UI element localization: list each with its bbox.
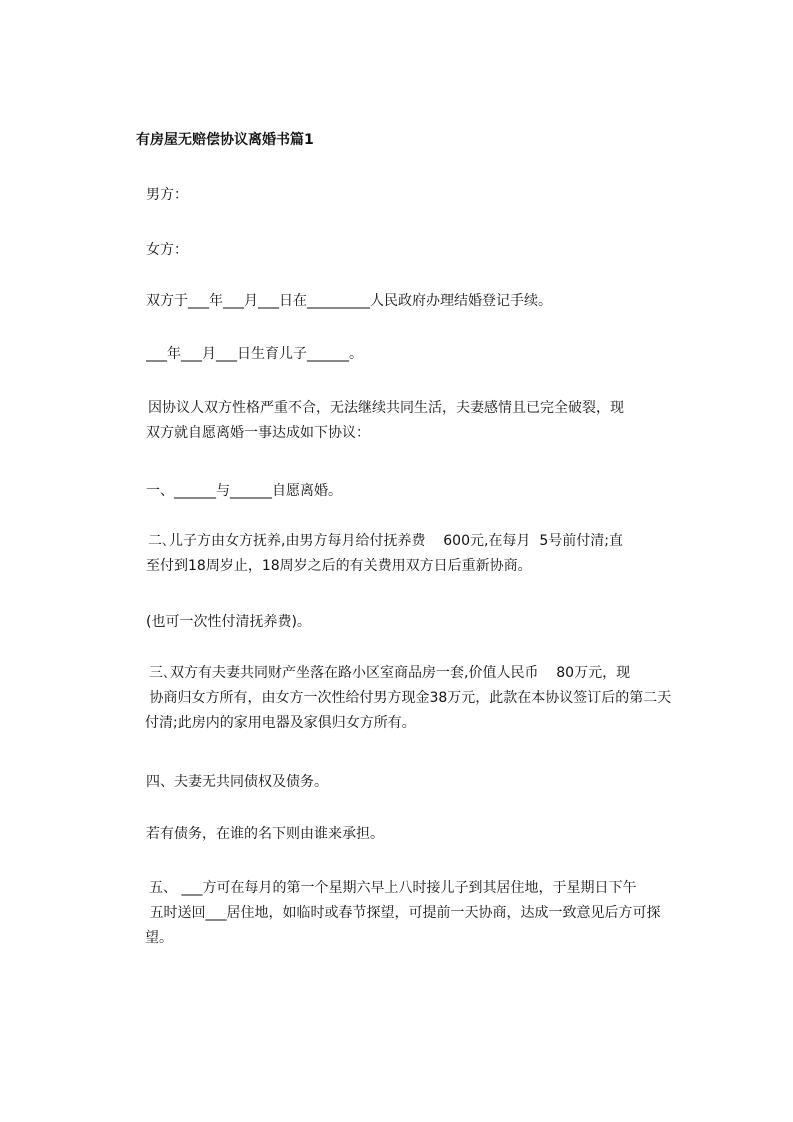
paragraph-child-birth — [146, 342, 700, 367]
paragraph-line: 双方就自愿离婚一事达成如下协议： — [146, 425, 370, 441]
paragraph-female-party — [146, 238, 700, 263]
paragraph-line: 二､儿子方由女方抚养,由男方每月给付抚养费 600元,在每月 5号前付清;直 — [148, 533, 623, 549]
paragraph-marriage-registration — [146, 289, 700, 314]
paragraph-debt-responsibility — [146, 822, 700, 847]
paragraph-one-time-support-note — [146, 610, 700, 635]
paragraph-line: 双方于___年___月___日在_________人民政府办理结婚登记手续。 — [146, 293, 552, 309]
clause-2 — [146, 529, 700, 579]
paragraph-line: 五时送回___居住地，如临时或春节探望，可提前一天协商，达成一致意见后方可探 — [145, 905, 661, 921]
paragraph-male-party — [146, 183, 700, 208]
paragraph-line: 付清;此房内的家用电器及家俱归女方所有。 — [145, 715, 416, 731]
paragraph-line: 女方： — [146, 242, 188, 258]
paragraph-line: 协商归女方所有，由女方一次性给付男方现金38万元，此款在本协议签订后的第二天 — [145, 690, 672, 706]
paragraph-line: 因协议人双方性格严重不合，无法继续共同生活，夫妻感情且已完全破裂，现 — [148, 400, 624, 416]
clause-4 — [146, 770, 700, 795]
paragraph-line: 三､双方有夫妻共同财产坐落在路小区室商品房一套,价值人民币 80万元，现 — [149, 665, 631, 681]
document-title: 有房屋无赔偿协议离婚书篇1 — [136, 132, 314, 148]
paragraph-line: 男方： — [146, 187, 188, 203]
clause-1 — [146, 479, 700, 504]
paragraph-line: 五、 ___方可在每月的第一个星期六早上八时接儿子到其居住地，于星期日下午 — [149, 880, 637, 896]
paragraph-line: 望。 — [145, 930, 173, 946]
paragraph-line: 四、夫妻无共同债权及债务。 — [146, 774, 328, 790]
clause-3 — [145, 661, 701, 736]
paragraph-divorce-reason — [146, 396, 700, 446]
paragraph-line: 至付到18周岁止，18周岁之后的有关费用双方日后重新协商。 — [146, 558, 532, 574]
paragraph-line: 一、______与______自愿离婚。 — [146, 483, 342, 499]
paragraph-line: (也可一次性付清抚养费)。 — [146, 614, 311, 630]
paragraph-line: ___年___月___日生育儿子______。 — [146, 346, 363, 362]
paragraph-line: 若有债务，在谁的名下则由谁来承担。 — [146, 826, 384, 842]
clause-5 — [145, 876, 701, 951]
